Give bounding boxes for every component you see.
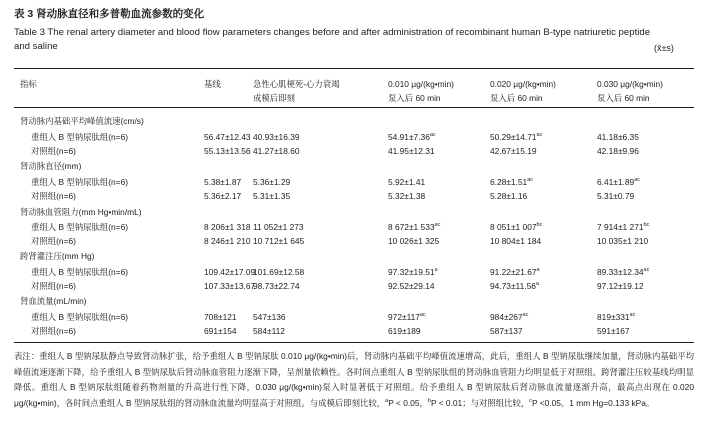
value-cell: 5.38±1.87 [204, 177, 242, 187]
value-cell: 8 672±1 $533^{ac}$ [388, 222, 441, 232]
row-label: 对照组(n=6) [31, 236, 76, 246]
value-cell: 591±167 [597, 326, 630, 336]
value-cell: 5.31±0.79 [597, 191, 635, 201]
value-cell: 6.28±1.51$^{ac}$ [490, 177, 534, 187]
value-cell: 10 035±1 210 [597, 236, 649, 246]
header-dose2-line2: 泵入后 60 min [490, 93, 543, 103]
value-cell: 547±136 [253, 312, 286, 322]
value-cell: 107.33±13.67 [204, 281, 256, 291]
value-cell: 41.18±6.35 [597, 132, 639, 142]
value-cell: 10 804±1 184 [490, 236, 542, 246]
value-cell: 97.12±19.12 [597, 281, 644, 291]
value-cell: 691±154 [204, 326, 237, 336]
value-cell: $984\pm 267^{ac}$ [490, 312, 529, 322]
row-label: 重组人 B 型钠尿肽组(n=6) [31, 132, 129, 142]
header-indicator: 指标 [20, 79, 37, 89]
header-ami-line1: 急性心肌梗死-心力衰竭 [253, 79, 340, 89]
group-title: 肾动脉直径(mm) [20, 161, 82, 171]
value-cell: 42.67±15.19 [490, 146, 537, 156]
table-title-en: Table 3 The renal artery diameter and blood flow parameters changes before and after administration of recombinant human B-type natriuretic peptide and saline [14, 27, 651, 52]
value-cell: 5.36±1.29 [253, 177, 291, 187]
value-cell: 50.29±14.71$^{ac}$ [490, 132, 543, 142]
value-cell: 40.93±16.39 [253, 132, 300, 142]
group-title: 肾动脉血管阻力(mm Hg•min/mL) [20, 207, 142, 217]
table-footnote: 表注：重组人 B 型钠尿肽静点导致肾动脉扩张，给予重组人 B 型钠尿肽 0.010 μg/(kg•min)后，肾动脉内基础平均峰值流速增高，此后，重组人 B 型钠尿肽继续加量，肾动脉内基础平均峰值流速逐渐下降，给予重组人 B 型钠尿肽后肾动脉血管阻力逐渐下降，呈剂量依赖性。各时间点重组人 B 型钠尿肽组的肾动脉血管阻力均明显低于对照组。跨肾灌注压较基线均明显降低。重组人 B 型钠尿肽组随着药物剂量的升高进行性下降，0.030 μg/(kg•min)泵入时显著低于对照组。给予重组人 B 型钠尿肽后肾动脉血流量逐渐升高，最高点出现在 0.020 μg/(kg•min)，各时间点重组人 B 型钠尿肽组的肾动脉血流量均明显高于对照组。与成模后即刻比较，$^a$P < 0.05，$^b$P < 0.01；与对照组比较，$^c$P <0.05。1 mm Hg=0.133 kPa。 [14, 351, 695, 408]
value-cell: 6.41±1.89$^{ac}$ [597, 177, 641, 187]
value-cell: 91.22±21.67$^a$ [490, 267, 540, 277]
value-cell: 97.32±19.51$^a$ [388, 267, 438, 277]
value-cell: 587±137 [490, 326, 523, 336]
value-cell: 5.31±1.35 [253, 191, 291, 201]
value-cell: 42.18±9.96 [597, 146, 639, 156]
row-label: 重组人 B 型钠尿肽组(n=6) [31, 312, 129, 322]
value-cell: 5.32±1.38 [388, 191, 426, 201]
value-cell: 5.92±1.41 [388, 177, 426, 187]
header-ami-line2: 成模后即刻 [253, 93, 295, 103]
value-cell: 5.36±2.17 [204, 191, 242, 201]
value-cell: 98.73±22.74 [253, 281, 300, 291]
value-cell: 109.42±17.09 [204, 267, 256, 277]
bottom-rule [14, 342, 694, 343]
group-title: 肾血流量(mL/min) [20, 296, 87, 306]
value-cell: 708±121 [204, 312, 237, 322]
row-label: 对照组(n=6) [31, 281, 76, 291]
value-cell: 101.69±12.58 [253, 267, 305, 277]
value-cell: 11 052±1 273 [253, 222, 304, 232]
value-cell: 619±189 [388, 326, 421, 336]
value-cell: 8 246±1 210 [204, 236, 251, 246]
group-title: 肾动脉内基础平均峰值流速(cm/s) [20, 116, 144, 126]
value-cell: 41.27±18.60 [253, 146, 300, 156]
value-cell: 56.47±12.43 [204, 132, 251, 142]
header-dose1-line1: 0.010 μg/(kg•min) [388, 79, 454, 89]
value-cell: $819\pm 331^{ac}$ [597, 312, 636, 322]
value-cell: 5.28±1.16 [490, 191, 528, 201]
value-cell: 10 712±1 645 [253, 236, 305, 246]
value-cell: 8 051±1 $007^{bc}$ [490, 222, 543, 232]
group-title: 跨肾灌注压(mm Hg) [20, 251, 95, 261]
top-rule [14, 68, 694, 69]
row-label: 重组人 B 型钠尿肽组(n=6) [31, 222, 129, 232]
stat-label: (x̄±s) [654, 43, 674, 53]
header-dose3-line2: 泵入后 60 min [597, 93, 650, 103]
row-label: 对照组(n=6) [31, 326, 76, 336]
value-cell: 10 026±1 325 [388, 236, 440, 246]
row-label: 重组人 B 型钠尿肽组(n=6) [31, 177, 129, 187]
value-cell: 54.91±7.36$^{ac}$ [388, 132, 436, 142]
row-label: 对照组(n=6) [31, 146, 76, 156]
value-cell: 92.52±29.14 [388, 281, 435, 291]
table-title-cn: 表 3 肾动脉直径和多普勒血流参数的变化 [14, 8, 205, 20]
value-cell: 89.33±12.34$^{ac}$ [597, 267, 650, 277]
value-cell: 41.95±12.31 [388, 146, 435, 156]
value-cell: 8 206±1 318 [204, 222, 251, 232]
value-cell: 55.13±13.56 [204, 146, 251, 156]
value-cell: 7 914±1 $271^{bc}$ [597, 222, 650, 232]
row-label: 对照组(n=6) [31, 191, 76, 201]
value-cell: $972\pm 117^{ac}$ [388, 312, 426, 322]
header-dose1-line2: 泵入后 60 min [388, 93, 441, 103]
header-baseline: 基线 [204, 79, 221, 89]
header-dose2-line1: 0.020 μg/(kg•min) [490, 79, 556, 89]
row-label: 重组人 B 型钠尿肽组(n=6) [31, 267, 129, 277]
header-dose3-line1: 0.030 μg/(kg•min) [597, 79, 663, 89]
header-rule [14, 107, 694, 108]
value-cell: 94.73±11.56$^a$ [490, 281, 539, 291]
value-cell: 584±112 [253, 326, 285, 336]
